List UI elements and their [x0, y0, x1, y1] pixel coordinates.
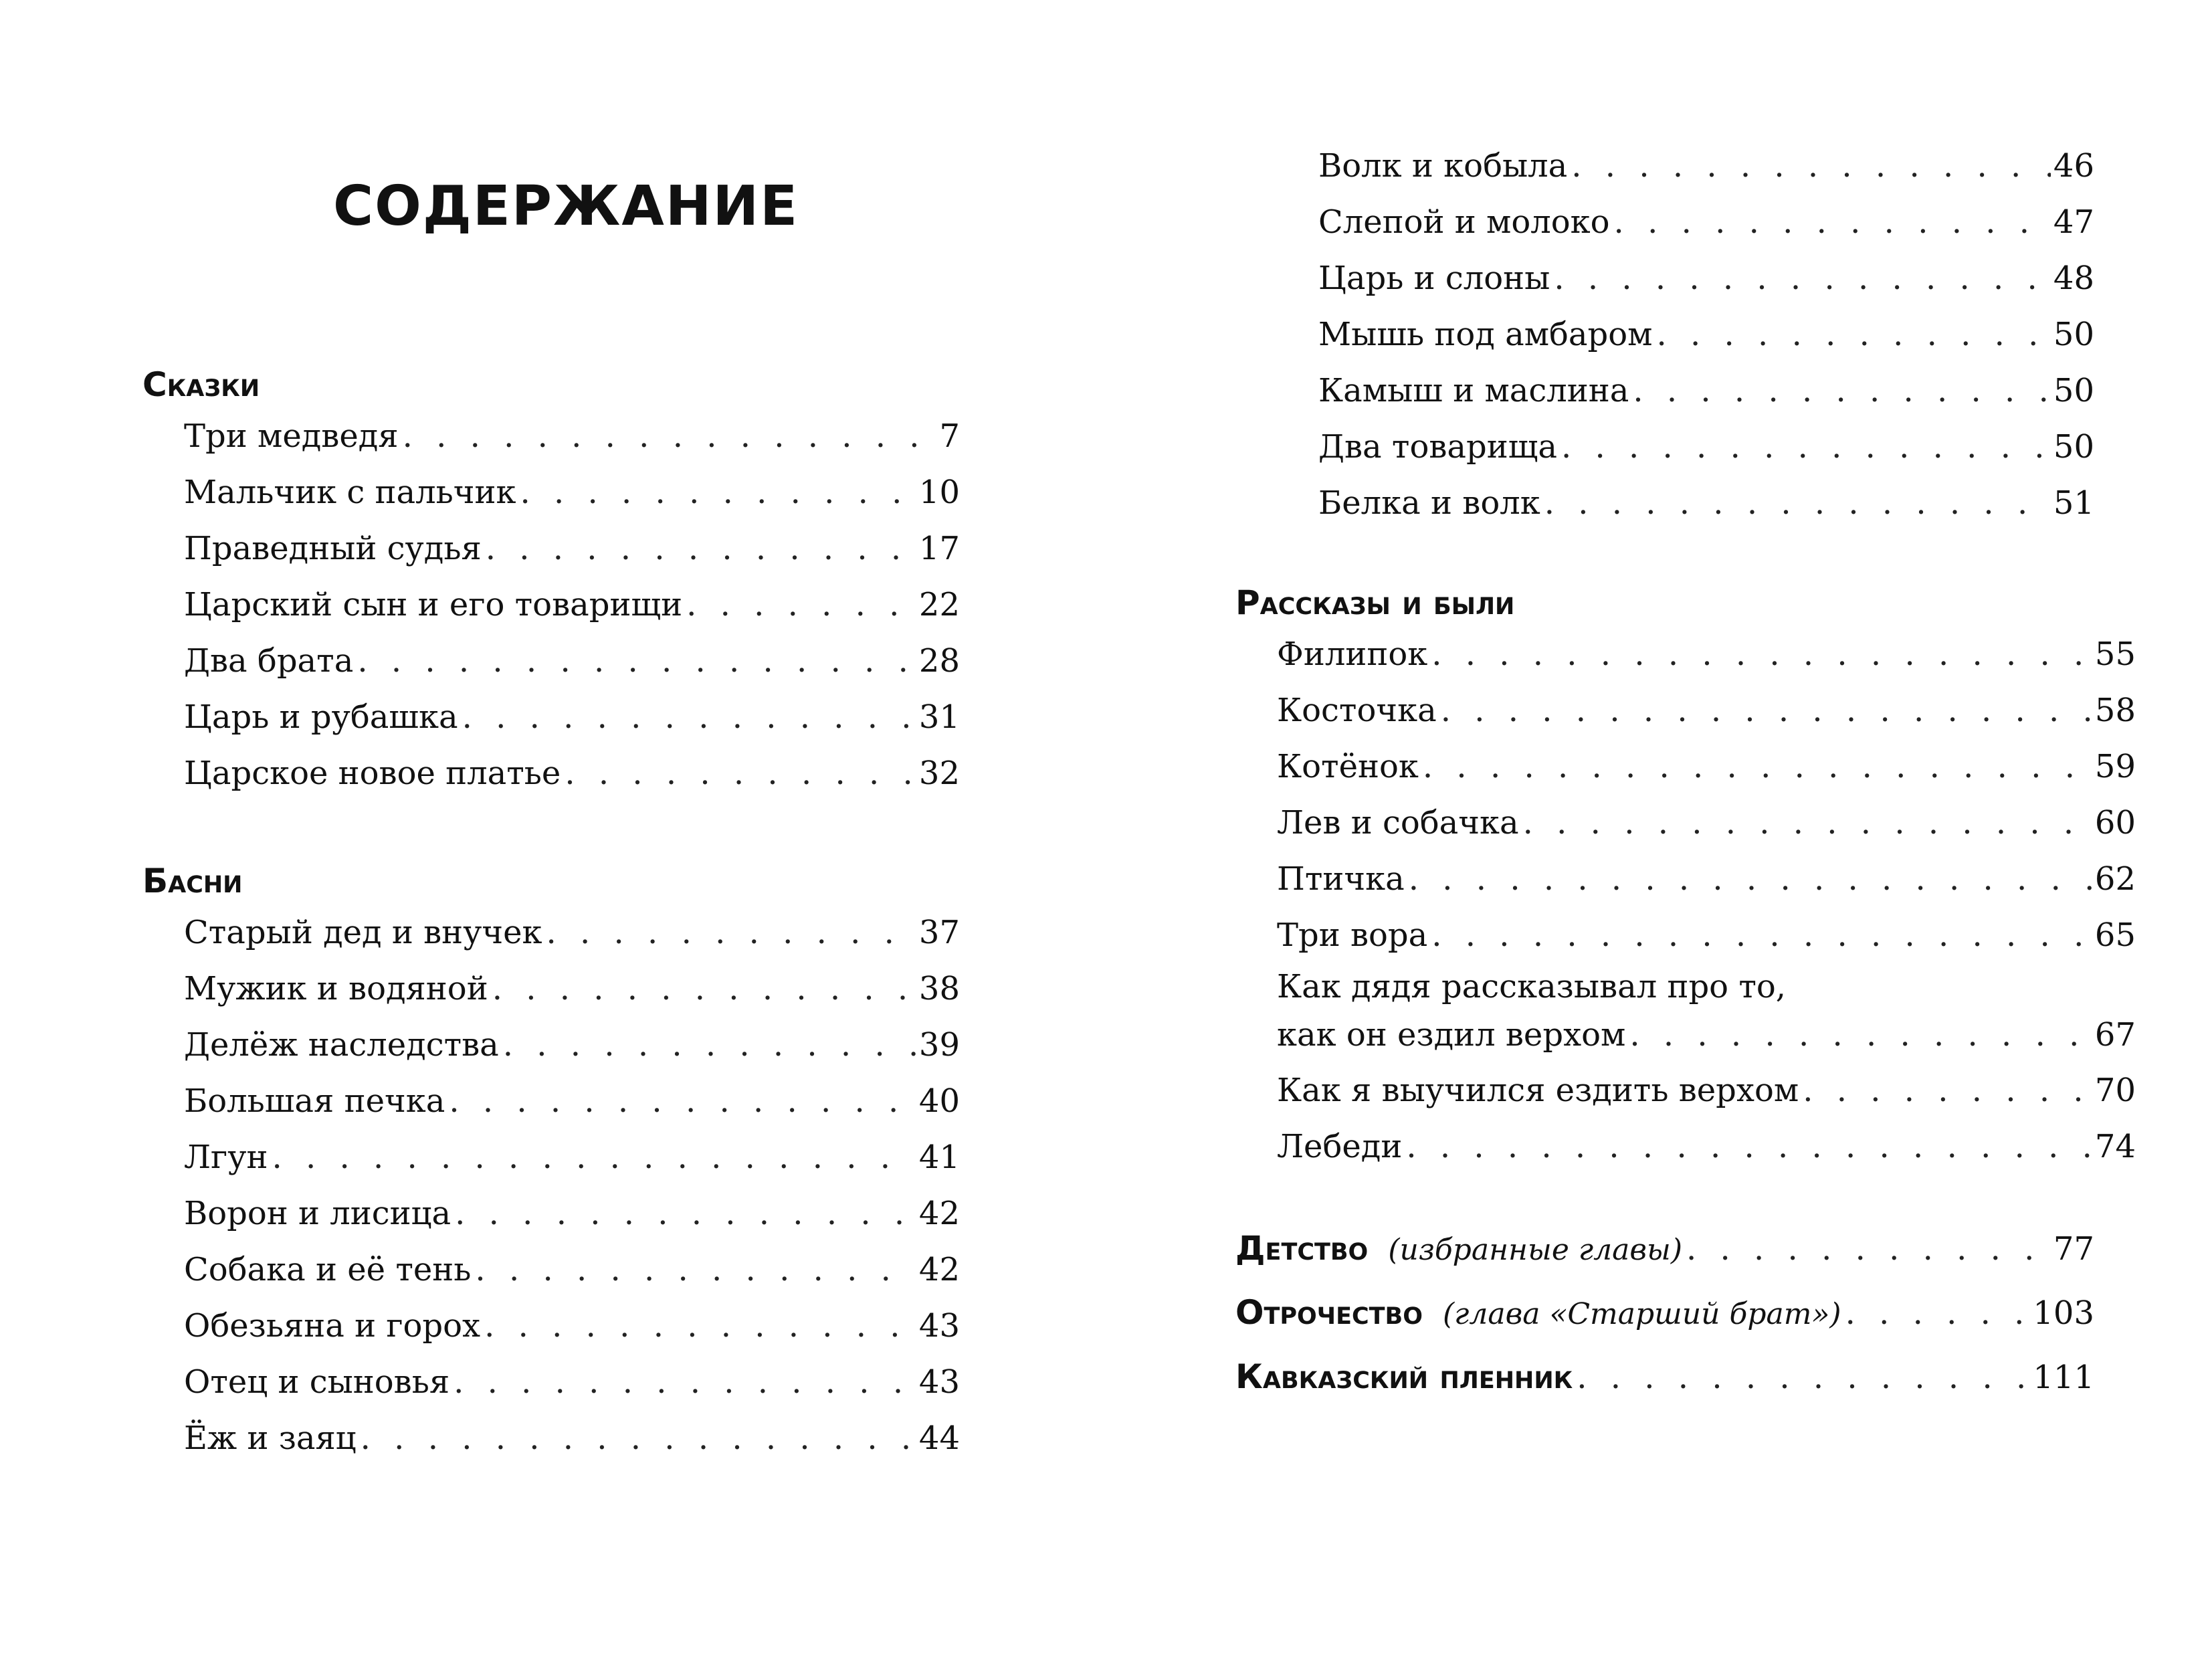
entry-page: 22 [918, 586, 960, 623]
entry-title: Праведный судья [184, 530, 482, 567]
toc-entry[interactable] [184, 904, 960, 961]
entry-page: 62 [2094, 860, 2136, 898]
entry-page: 43 [918, 1363, 960, 1401]
entry-title: Собака и её тень [184, 1251, 472, 1288]
entry-title: Большая печка [184, 1082, 445, 1120]
entry-list [184, 904, 960, 1466]
dot-leader [1557, 419, 2051, 475]
page-title: СОДЕРЖАНИЕ [333, 175, 799, 238]
entry-title-line2: как он ездил верхом [1277, 1016, 1626, 1054]
toc-entry[interactable] [184, 520, 960, 577]
toc-entry[interactable] [184, 745, 960, 801]
entry-title: Делёж наследства [184, 1026, 499, 1064]
section-basni [142, 858, 960, 1466]
toc-entry[interactable] [184, 1185, 960, 1242]
entry-title: Отец и сыновья [184, 1363, 450, 1401]
entry-page: 47 [2053, 203, 2094, 241]
entry-page: 38 [918, 970, 960, 1007]
toc-entry[interactable] [1277, 1118, 2136, 1175]
entry-page: 41 [918, 1139, 960, 1176]
entry-page: 103 [2033, 1294, 2094, 1332]
entry-title: Белка и волк [1318, 484, 1540, 522]
entry-page: 67 [2094, 1016, 2136, 1054]
dot-leader [488, 961, 916, 1017]
dot-leader [458, 689, 916, 745]
entry-title: Как я выучился ездить верхом [1277, 1072, 1799, 1109]
toc-entry[interactable] [1318, 363, 2094, 419]
entry-title: Детство [1235, 1229, 1369, 1268]
toc-entry[interactable] [1277, 1062, 2136, 1118]
entry-page: 59 [2094, 748, 2136, 785]
toc-entry[interactable] [184, 1017, 960, 1073]
entry-title: Отрочество [1235, 1293, 1423, 1332]
section-skazki [142, 361, 960, 801]
entry-note: (глава «Старший брат») [1442, 1297, 1841, 1331]
dot-leader [357, 1410, 916, 1466]
toc-entry[interactable] [184, 961, 960, 1017]
entry-title: Два товарища [1318, 428, 1557, 466]
dot-leader [445, 1073, 916, 1129]
section-basni-continued [1277, 138, 2094, 531]
dot-leader [1841, 1281, 2031, 1345]
entry-title: Царское новое платье [184, 755, 561, 792]
dot-leader [1540, 475, 2051, 531]
entry-page: 32 [918, 755, 960, 792]
entry-page: 31 [918, 698, 960, 736]
dot-leader [1610, 194, 2051, 250]
entry-title: Мышь под амбаром [1318, 316, 1653, 353]
entry-second-line [1277, 1007, 2136, 1062]
dot-leader [1653, 306, 2051, 363]
toc-entry[interactable] [184, 1354, 960, 1410]
entry-note: (избранные главы) [1388, 1233, 1682, 1267]
entry-page: 60 [2094, 804, 2136, 842]
toc-entry[interactable] [1277, 851, 2136, 907]
dot-leader [1402, 1118, 2092, 1175]
toc-entry-work[interactable] [1235, 1216, 2094, 1280]
dot-leader [561, 745, 916, 801]
entry-page: 28 [918, 642, 960, 680]
right-page [1106, 0, 2212, 1659]
entry-title: Обезьяна и горох [184, 1307, 481, 1345]
section-bottom-works [1235, 1216, 2094, 1409]
dot-leader [516, 464, 916, 520]
entry-title: Лев и собачка [1277, 804, 1519, 842]
toc-entry[interactable] [1318, 194, 2094, 250]
toc-entry[interactable] [184, 1129, 960, 1185]
entry-page: 50 [2053, 372, 2094, 409]
entry-page: 65 [2094, 916, 2136, 954]
entry-list [184, 408, 960, 801]
entry-title: Три медведя [184, 417, 399, 455]
entry-title: Птичка [1277, 860, 1405, 898]
entry-page: 46 [2053, 147, 2094, 185]
entry-title: Царь и рубашка [184, 698, 458, 736]
entry-page: 74 [2094, 1128, 2136, 1165]
entry-title: Лгун [184, 1139, 268, 1176]
dot-leader [451, 1185, 916, 1242]
entry-page: 43 [918, 1307, 960, 1345]
entry-title: Три вора [1277, 916, 1428, 954]
dot-leader [1427, 907, 2092, 963]
dot-leader [482, 520, 916, 577]
dot-leader [1625, 1007, 2095, 1062]
dot-leader [471, 1242, 916, 1298]
entry-title: Слепой и молоко [1318, 203, 1610, 241]
toc-entry[interactable] [184, 577, 960, 633]
dot-leader [1437, 682, 2092, 739]
entry-page: 42 [918, 1195, 960, 1232]
entry-title: Ёж и заяц [184, 1420, 357, 1457]
entry-title: Котёнок [1277, 748, 1419, 785]
section-rasskazy [1235, 579, 2136, 1175]
toc-entry[interactable] [1277, 626, 2136, 682]
toc-entry[interactable] [1277, 682, 2136, 739]
dot-leader [1405, 851, 2092, 907]
toc-entry[interactable] [184, 689, 960, 745]
entry-page: 55 [2094, 636, 2136, 673]
toc-entry[interactable] [184, 1242, 960, 1298]
entry-title: Мужик и водяной [184, 970, 488, 1007]
dot-leader [542, 904, 916, 961]
dot-leader [480, 1298, 916, 1354]
entry-title: Лебеди [1277, 1128, 1403, 1165]
entry-page: 39 [918, 1026, 960, 1064]
dot-leader [268, 1129, 916, 1185]
entry-title: Косточка [1277, 692, 1437, 729]
entry-title: Царь и слоны [1318, 260, 1550, 297]
entry-page: 111 [2033, 1359, 2094, 1396]
entry-page: 48 [2053, 260, 2094, 297]
toc-entry[interactable] [1318, 475, 2094, 531]
dot-leader [1682, 1217, 2051, 1281]
toc-entry[interactable] [1318, 306, 2094, 363]
toc-entry-two-line[interactable] [1277, 963, 2136, 1062]
entry-page: 58 [2094, 692, 2136, 729]
entry-title: Кавказский пленник [1235, 1357, 1573, 1396]
section-heading: Басни [142, 862, 243, 900]
entry-title: Ворон и лисица [184, 1195, 451, 1232]
entry-list [1277, 626, 2136, 1175]
toc-entry[interactable] [1318, 250, 2094, 306]
dot-leader [1629, 363, 2051, 419]
entry-title-line1: Как дядя рассказывал про то, [1277, 968, 1787, 1005]
dot-leader [1427, 626, 2092, 682]
toc-entry[interactable] [184, 1073, 960, 1129]
toc-entry-work[interactable] [1235, 1280, 2094, 1345]
dot-leader [1519, 795, 2092, 851]
toc-entry[interactable] [1277, 795, 2136, 851]
entry-page: 77 [2053, 1230, 2094, 1268]
dot-leader [1550, 250, 2051, 306]
dot-leader [682, 577, 916, 633]
entry-title: Мальчик с пальчик [184, 474, 516, 511]
toc-entry-work[interactable] [1235, 1345, 2094, 1409]
toc-entry[interactable] [1277, 907, 2136, 963]
entry-page: 51 [2053, 484, 2094, 522]
toc-entry[interactable] [1277, 739, 2136, 795]
entry-page: 17 [918, 530, 960, 567]
dot-leader [1573, 1345, 2030, 1409]
entry-title: Камыш и маслина [1318, 372, 1629, 409]
entry-list [1318, 138, 2094, 531]
entry-page: 50 [2053, 316, 2094, 353]
entry-page: 44 [918, 1420, 960, 1457]
toc-entry[interactable] [1318, 419, 2094, 475]
entry-page: 40 [918, 1082, 960, 1120]
toc-entry[interactable] [184, 408, 960, 464]
entry-page: 10 [918, 474, 960, 511]
dot-leader [1567, 138, 2051, 194]
dot-leader [499, 1017, 916, 1073]
toc-entry[interactable] [184, 1298, 960, 1354]
toc-entry[interactable] [184, 464, 960, 520]
toc-entry[interactable] [1318, 138, 2094, 194]
entry-title: Царский сын и его товарищи [184, 586, 683, 623]
dot-leader [1799, 1062, 2092, 1118]
entry-title: Филипок [1277, 636, 1428, 673]
dot-leader [1419, 739, 2092, 795]
dot-leader [353, 633, 916, 689]
dot-leader [399, 408, 937, 464]
section-heading: Рассказы и были [1235, 583, 1515, 622]
toc-entry[interactable] [184, 633, 960, 689]
entry-page: 70 [2094, 1072, 2136, 1109]
entry-title: Два брата [184, 642, 354, 680]
entry-page: 37 [918, 914, 960, 951]
entry-title: Старый дед и внучек [184, 914, 542, 951]
entry-page: 7 [939, 417, 960, 455]
entry-page: 42 [918, 1251, 960, 1288]
entry-title: Волк и кобыла [1318, 147, 1568, 185]
entry-page: 50 [2053, 428, 2094, 466]
dot-leader [449, 1354, 916, 1410]
toc-entry[interactable] [184, 1410, 960, 1466]
section-heading: Сказки [142, 365, 260, 404]
